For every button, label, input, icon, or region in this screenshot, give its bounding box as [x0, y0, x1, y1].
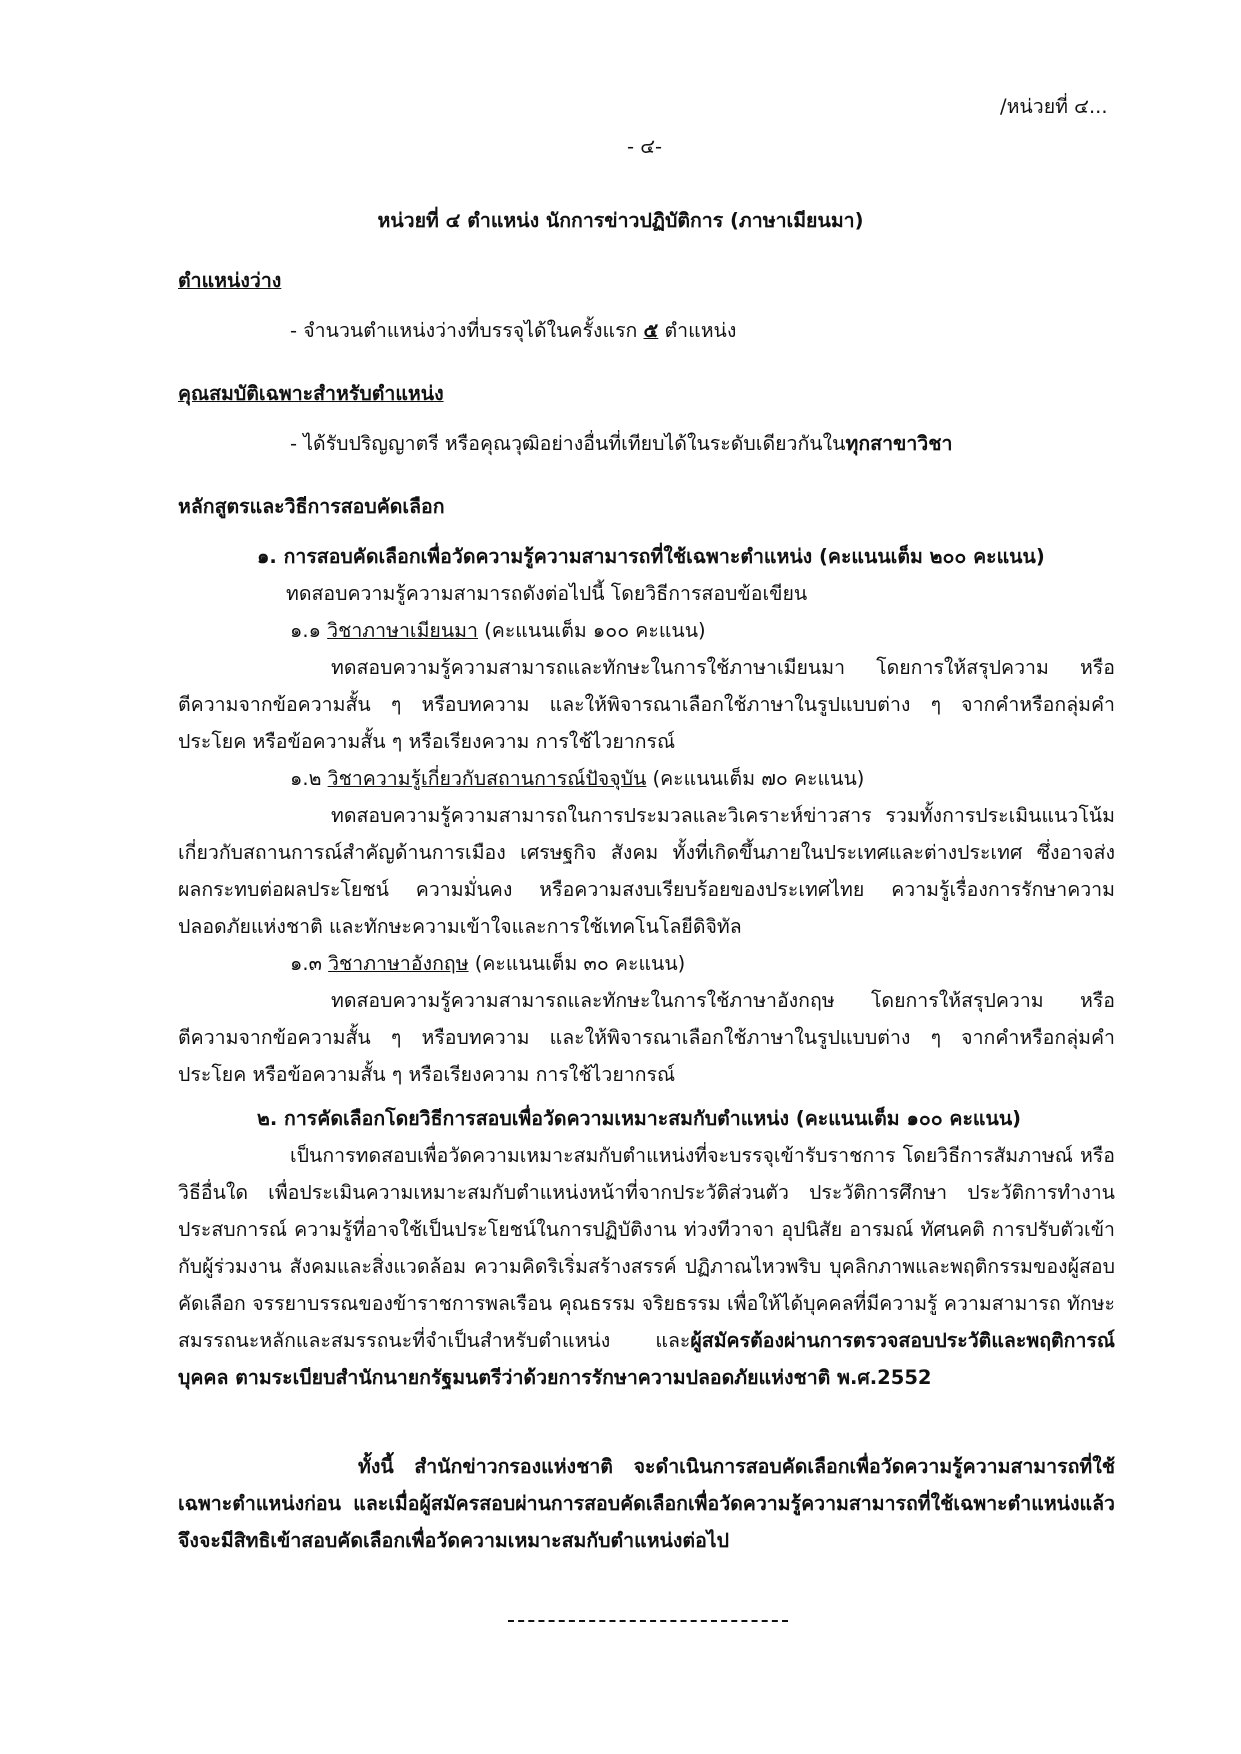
subject-1-2-description: ทดสอบความรู้ความสามารถในการประมวลและวิเคราะห์ข่าวสาร รวมทั้งการประเมินแนวโน้มเกี่ยวกับสถานการณ์สำคัญด้านการเมือง เศรษฐกิจ สังคม ทั้งที่เกิดขึ้นภายในประเทศและต่างประเทศ ซึ่งอาจส่งผลกระทบต่อผลประโยชน์ ความมั่นคง หรือความสงบเรียบร้อยของประเทศไทย ความรู้เรื่องการรักษาความปลอดภัยแห่งชาติ และทักษะความเข้าใจและการใช้เทคโนโลยีดิจิทัล	[178, 804, 1115, 938]
subject-1-3-description: ทดสอบความรู้ความสามารถและทักษะในการใช้ภาษาอังกฤษ โดยการให้สรุปความ หรือตีความจากข้อความสั้น ๆ หรือบทความ และให้พิจารณาเลือกใช้ภาษาในรูปแบบต่าง ๆ จากคำหรือกลุ่มคำ ประโยค หรือข้อความสั้น ๆ หรือเรียงความ การใช้ไวยากรณ์	[178, 989, 1115, 1086]
subject-1-3-number: ๑.๓	[290, 952, 329, 975]
vacancy-text: - จำนวนตำแหน่งว่างที่บรรจุได้ในครั้งแรก	[290, 319, 644, 342]
section2-description	[178, 1137, 1115, 1396]
subject-1-2-number: ๑.๒	[290, 767, 328, 790]
page-number: - ๔-	[627, 135, 663, 158]
vacancy-item	[290, 312, 736, 349]
subject-1-2-score: (คะแนนเต็ม ๗๐ คะแนน)	[646, 767, 865, 790]
vacancy-count: ๕	[643, 319, 659, 342]
subject-1-3-score: (คะแนนเต็ม ๓๐ คะแนน)	[468, 952, 686, 975]
next-page-reference: /หน่วยที่ ๔...	[1000, 95, 1108, 118]
subject-1-2	[290, 760, 864, 797]
curriculum-heading: หลักสูตรและวิธีการสอบคัดเลือก	[178, 495, 445, 518]
vacancy-unit: ตำแหน่ง	[658, 319, 737, 342]
subject-1-1-name: วิชาภาษาเมียนมา	[327, 619, 478, 642]
section2-requirement: ผู้สมัครต้องผ่านการตรวจสอบประวัติและพฤติการณ์บุคคล ตามระเบียบสำนักนายกรัฐมนตรีว่าด้วยการรักษาความปลอดภัยแห่งชาติ พ.ศ.2552	[178, 1329, 1115, 1389]
subject-1-1-description: ทดสอบความรู้ความสามารถและทักษะในการใช้ภาษาเมียนมา โดยการให้สรุปความ หรือตีความจากข้อความสั้น ๆ หรือบทความ และให้พิจารณาเลือกใช้ภาษาในรูปแบบต่าง ๆ จากคำหรือกลุ่มคำ ประโยค หรือข้อความสั้น ๆ หรือเรียงความ การใช้ไวยากรณ์	[178, 656, 1115, 753]
subject-1-2-name: วิชาความรู้เกี่ยวกับสถานการณ์ปัจจุบัน	[327, 767, 647, 790]
closing-statement: ทั้งนี้ สำนักข่าวกรองแห่งชาติ จะดำเนินการสอบคัดเลือกเพื่อวัดความรู้ความสามารถที่ใช้เฉพาะตำแหน่งก่อน และเมื่อผู้สมัครสอบผ่านการสอบคัดเลือกเพื่อวัดความรู้ความสามารถที่ใช้เฉพาะตำแหน่งแล้ว จึงจะมีสิทธิเข้าสอบคัดเลือกเพื่อวัดความเหมาะสมกับตำแหน่งต่อไป	[178, 1455, 1115, 1552]
end-divider	[508, 1620, 788, 1622]
page-title: หน่วยที่ ๔ ตำแหน่ง นักการข่าวปฏิบัติการ (ภาษาเมียนมา)	[377, 209, 864, 232]
qualification-item	[290, 425, 952, 462]
section1-heading: ๑. การสอบคัดเลือกเพื่อวัดความรู้ความสามารถที่ใช้เฉพาะตำแหน่ง (คะแนนเต็ม ๒๐๐ คะแนน)	[257, 545, 1045, 568]
qualification-heading: คุณสมบัติเฉพาะสำหรับตำแหน่ง	[178, 382, 444, 405]
subject-1-3	[290, 945, 685, 982]
qualification-text: - ได้รับปริญญาตรี หรือคุณวุฒิอย่างอื่นที่เทียบได้ในระดับเดียวกันใน	[290, 432, 846, 455]
section2-heading: ๒. การคัดเลือกโดยวิธีการสอบเพื่อวัดความเหมาะสมกับตำแหน่ง (คะแนนเต็ม ๑๐๐ คะแนน)	[257, 1107, 1022, 1130]
subject-1-1	[290, 612, 706, 649]
section1-intro: ทดสอบความรู้ความสามารถดังต่อไปนี้ โดยวิธีการสอบข้อเขียน	[286, 582, 808, 605]
qualification-field: ทุกสาขาวิชา	[845, 432, 953, 455]
subject-1-1-score: (คะแนนเต็ม ๑๐๐ คะแนน)	[477, 619, 706, 642]
subject-1-1-number: ๑.๑	[290, 619, 328, 642]
vacancy-heading: ตำแหน่งว่าง	[178, 269, 282, 292]
section2-text: เป็นการทดสอบเพื่อวัดความเหมาะสมกับตำแหน่งที่จะบรรจุเข้ารับราชการ โดยวิธีการสัมภาษณ์ หรือวิธีอื่นใด เพื่อประเมินความเหมาะสมกับตำแหน่งหน้าที่จากประวัติส่วนตัว ประวัติการศึกษา ประวัติการทำงาน ประสบการณ์ ความรู้ที่อาจใช้เป็นประโยชน์ในการปฏิบัติงาน ท่วงทีวาจา อุปนิสัย อารมณ์ ทัศนคติ การปรับตัวเข้ากับผู้ร่วมงาน สังคมและสิ่งแวดล้อม ความคิดริเริ่มสร้างสรรค์ ปฏิภาณไหวพริบ บุคลิกภาพและพฤติกรรมของผู้สอบคัดเลือก จรรยาบรรณของข้าราชการพลเรือน คุณธรรม จริยธรรม เพื่อให้ได้บุคคลที่มีความรู้ ความสามารถ ทักษะ สมรรถนะหลักและสมรรถนะที่จำเป็นสำหรับตำแหน่ง และ	[178, 1144, 1115, 1352]
subject-1-3-name: วิชาภาษาอังกฤษ	[328, 952, 469, 975]
